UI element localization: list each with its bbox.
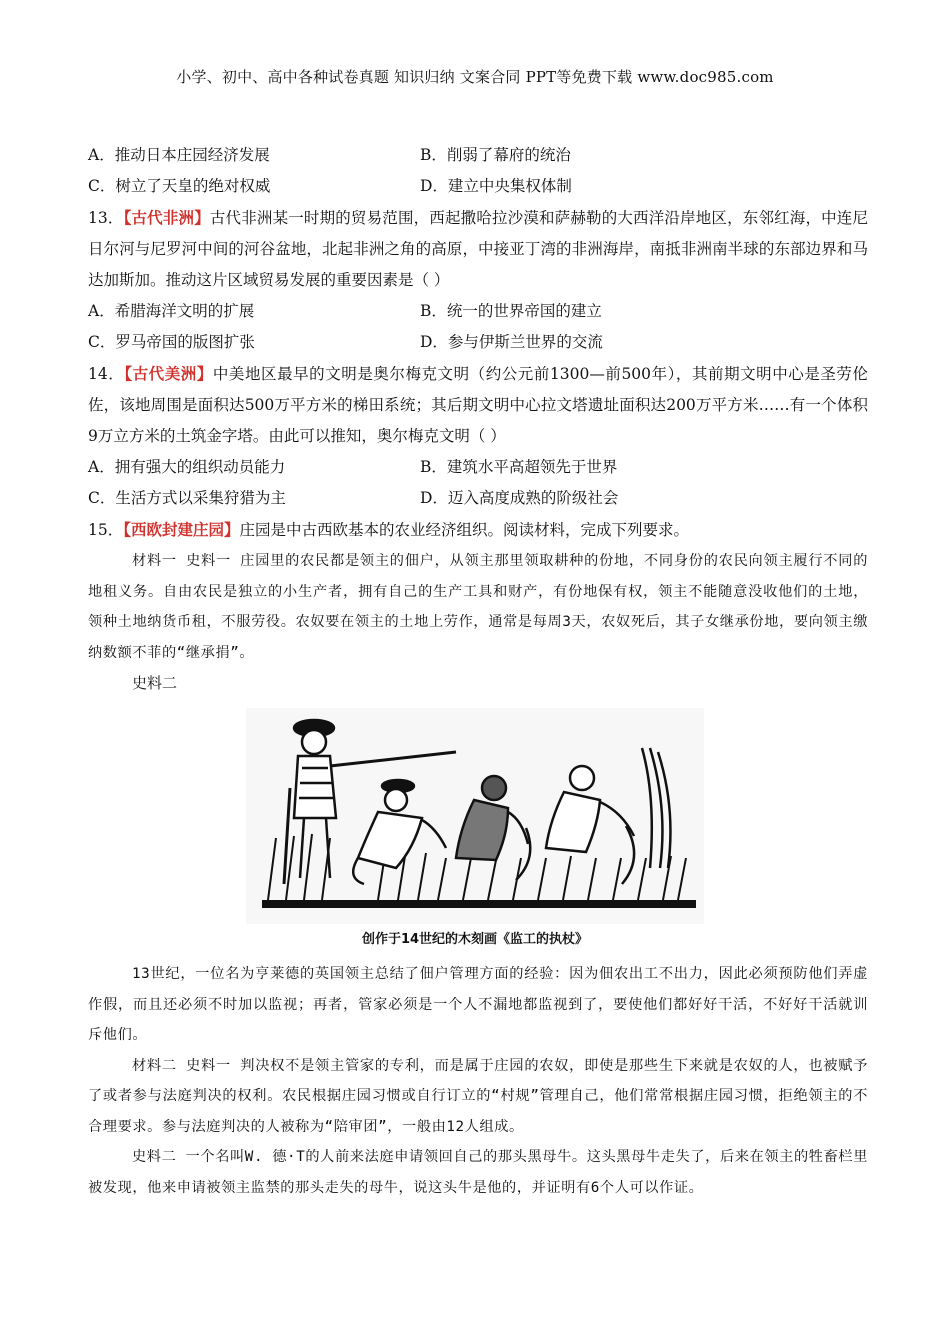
q13-option-b[interactable]: B．统一的世界帝国的建立 (420, 302, 602, 320)
q12-options-row-2 (88, 171, 868, 202)
question-15 (88, 514, 868, 546)
q14-option-b[interactable]: B．建筑水平高超领先于世界 (420, 458, 618, 476)
q13-options-row-2 (88, 327, 868, 358)
woodcut-figure (246, 708, 704, 947)
q13-options-row-1 (88, 296, 868, 327)
q14-tag: 【古代美洲】 (124, 364, 213, 383)
q14-option-a[interactable]: A．拥有强大的组织动员能力 (88, 458, 286, 476)
q13-stem: 古代非洲某一时期的贸易范围，西起撒哈拉沙漠和萨赫勒的大西洋沿岸地区，东邻红海，中连尼日尔河与尼罗河中间的河谷盆地，北起非洲之角的高原，中接亚丁湾的非洲海岸，南抵非洲南半球的东部边界和马达加斯加。推动这片区域贸易发展的重要因素是（ ） (88, 209, 868, 289)
q14-stem: 中美地区最早的文明是奥尔梅克文明（约公元前1300—前500年），其前期文明中心是圣劳伦佐，该地周围是面积达500万平方米的梯田系统；其后期文明中心拉文塔遗址面积达200万平方米……有一个体积9万立方米的土筑金字塔。由此可以推知，奥尔梅克文明（ ） (88, 365, 868, 445)
material-2-source-1: 材料二 史料一 判决权不是领主管家的专利，而是属于庄园的农奴，即使是那些生下来就是农奴的人，也被赋予了或者参与法庭判决的权利。农民根据庄园习惯或自行订立的“村规”管理自己，他们常常根据庄园习惯，拒绝领主的不合理要求。参与法庭判决的人被称为“陪审团”，一般由12人组成。 (88, 1057, 868, 1135)
q13-tag: 【古代非洲】 (123, 208, 210, 227)
question-14 (88, 358, 868, 452)
q14-options-row-1 (88, 452, 868, 483)
q12-options-row-1 (88, 140, 868, 171)
q13-option-c[interactable]: C．罗马帝国的版图扩张 (88, 333, 255, 351)
material-1-source-1: 材料一 史料一 庄园里的农民都是领主的佃户，从领主那里领取耕种的份地，不同身份的农民向领主履行不同的地租义务。自由农民是独立的小生产者，拥有自己的生产工具和财产，有份地保有权，领主不能随意没收他们的土地，领种土地纳货币租，不服劳役。农奴要在领主的土地上劳作，通常是每周3天，农奴死后，其子女继承份地，要向领主缴纳数额不菲的“继承捐”。 (88, 553, 868, 661)
q14-number: 14． (88, 365, 125, 383)
q15-stem: 庄园是中古西欧基本的农业经济组织。阅读材料，完成下列要求。 (239, 521, 690, 539)
material-2-source-2: 史料二 一个名叫W. 德·T的人前来法庭申请领回自己的那头黑母牛。这头黑母牛走失了，后来在领主的牲畜栏里被发现，他来申请被领主监禁的那头走失的母牛，说这头牛是他的，并证明有6个人可以作证。 (88, 1149, 868, 1196)
question-13 (88, 202, 868, 296)
q14-options-row-2 (88, 483, 868, 514)
material-1-source-2-label: 史料二 (132, 674, 178, 692)
q13-option-d[interactable]: D．参与伊斯兰世界的交流 (420, 333, 603, 351)
q15-tag: 【西欧封建庄园】 (123, 520, 240, 539)
q12-option-d[interactable]: D．建立中央集权体制 (420, 177, 572, 195)
q14-option-d[interactable]: D．迈入高度成熟的阶级社会 (420, 489, 619, 507)
q13-number: 13． (88, 209, 124, 227)
exam-content (88, 140, 868, 1203)
q13-option-a[interactable]: A．希腊海洋文明的扩展 (88, 302, 255, 320)
q12-option-c[interactable]: C．树立了天皇的绝对权威 (88, 177, 271, 195)
woodcut-image (246, 708, 704, 924)
figure-caption: 创作于14世纪的木刻画《监工的执杖》 (361, 932, 589, 947)
q14-option-c[interactable]: C．生活方式以采集狩猎为主 (88, 489, 286, 507)
q12-option-a[interactable]: A．推动日本庄园经济发展 (88, 146, 270, 164)
page-header: 小学、初中、高中各种试卷真题 知识归纳 文案合同 PPT等免费下载 www.doc985.com (176, 68, 774, 86)
q15-number: 15． (88, 521, 124, 539)
material-1-source-2-text: 13世纪，一位名为亨莱德的英国领主总结了佃户管理方面的经验：因为佃农出工不出力，因此必须预防他们弄虚作假，而且还必须不时加以监视；再者，管家必须是一个人不漏地都监视到了，要使他们都好好干活，不好好干活就训斥他们。 (88, 966, 868, 1043)
q12-option-b[interactable]: B．削弱了幕府的统治 (420, 146, 571, 164)
